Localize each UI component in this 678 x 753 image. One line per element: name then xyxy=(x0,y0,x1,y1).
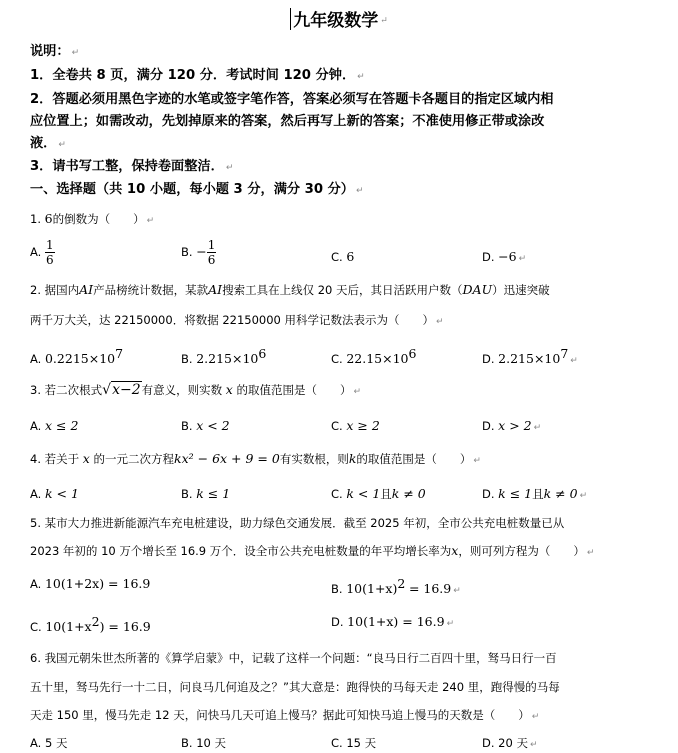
question-6-line-2: 五十里，驽马先行一十二日，问良马几何追及之？”其大意是：跑得快的马每天走 240 里，跑得慢的马每 xyxy=(30,680,560,694)
question-6-line-3: 天走 150 里，慢马先走 12 天，问快马几天可追上慢马？据此可知快马追上慢马的天数是（ ） ↵ xyxy=(30,708,540,722)
question-5-line-2: 2023 年初的 10 万个增长至 16.9 万个．设全市公共充电桩数量的年平均增长率为x，则可列方程为（ ） ↵ xyxy=(30,543,595,558)
q2-option-b[interactable]: B. $2.215\times 10^6$ xyxy=(181,346,267,366)
fraction: $\frac{1}{6}$ xyxy=(207,238,216,267)
square-root: √x−2 xyxy=(102,382,141,398)
q4-option-c[interactable]: C. k < 1且k ≠ 0 xyxy=(331,486,426,501)
question-4: 4. 若关于 x 的一元二次方程kx² − 6x + 9 = 0有实数根，则k的取值范围是（ ） ↵ xyxy=(30,451,481,466)
section-heading: 一、选择题（共 10 小题，每小题 3 分，满分 30 分） ↵ xyxy=(30,182,364,197)
q2-option-a[interactable]: A. $0.2215\times 10^7$ xyxy=(30,346,124,366)
text-cursor xyxy=(290,8,291,30)
instructions-heading: 说明： ↵ xyxy=(30,44,80,59)
instruction-item-3: 3．请书写工整，保持卷面整洁． ↵ xyxy=(30,159,234,174)
fraction: $\frac{1}{6}$ xyxy=(45,238,54,267)
q5-option-b[interactable]: B. $10(1+x)^2 = 16.9$ ↵ xyxy=(331,576,461,596)
q3-option-c[interactable]: C. x ≥ 2 xyxy=(331,418,380,433)
question-5-line-1: 5. 某市大力推进新能源汽车充电桩建设，助力绿色交通发展．截至 2025 年初，全市公共充电桩数量已从 xyxy=(30,516,565,530)
q3-option-d[interactable]: D. x > 2 ↵ xyxy=(482,418,542,433)
q4-option-b[interactable]: B. k ≤ 1 xyxy=(181,486,231,501)
q3-option-a[interactable]: A. x ≤ 2 xyxy=(30,418,79,433)
title-block xyxy=(0,6,678,31)
q2-option-c[interactable]: C. $22.15\times 10^6$ xyxy=(331,346,417,366)
question-1: 1. 6的倒数为（ ） ↵ xyxy=(30,211,155,226)
q1-option-d[interactable]: D. −6 ↵ xyxy=(482,249,527,264)
paragraph-mark-icon: ↵ xyxy=(380,16,388,26)
instruction-item-2-line-2: 应位置上；如需改动，先划掉原来的答案，然后再写上新的答案；不准使用修正带或涂改 xyxy=(30,114,545,129)
page-title: 九年级数学 xyxy=(293,11,379,31)
q1-option-b[interactable]: B. − $\frac{1}{6}$ xyxy=(181,238,216,267)
q4-option-a[interactable]: A. k < 1 xyxy=(30,486,79,501)
q6-option-a[interactable]: A. 5 天 xyxy=(30,736,68,750)
q2-option-d[interactable]: D. $2.215\times 10^7$ ↵ xyxy=(482,346,578,366)
q5-option-a[interactable]: A. 10(1+2x) = 16.9 xyxy=(30,576,151,591)
q3-option-b[interactable]: B. x < 2 xyxy=(181,418,230,433)
question-2-line-2: 两千万大关，达 22150000．将数据 22150000 用科学记数法表示为（ ） ↵ xyxy=(30,313,444,327)
instruction-item-1: 1．全卷共 8 页，满分 120 分．考试时间 120 分钟． ↵ xyxy=(30,68,365,83)
q6-option-c[interactable]: C. 15 天 xyxy=(331,736,377,750)
question-2-line-1: 2. 据国内AI产品榜统计数据，某款AI搜索工具在上线仅 20 天后，其日活跃用户数（DAU）迅速突破 xyxy=(30,282,550,297)
q1-option-a[interactable]: A. $\frac{1}{6}$ xyxy=(30,238,54,267)
instruction-item-2-line-1: 2．答题必须用黑色字迹的水笔或签字笔作答，答案必须写在答题卡各题目的指定区域内相 xyxy=(30,92,554,107)
q4-option-d[interactable]: D. k ≤ 1且k ≠ 0 ↵ xyxy=(482,486,588,501)
q6-option-b[interactable]: B. 10 天 xyxy=(181,736,226,750)
q6-option-d[interactable]: D. 20 天 ↵ xyxy=(482,736,538,750)
q5-option-c[interactable]: C. $10(1+x^2) = 16.9$ xyxy=(30,614,151,634)
question-3: 3. 若二次根式√x−2有意义，则实数 x 的取值范围是（ ） ↵ xyxy=(30,382,362,398)
q1-option-c[interactable]: C. 6 xyxy=(331,249,355,264)
question-6-line-1: 6. 我国元朝朱世杰所著的《算学启蒙》中，记载了这样一个问题：“良马日行二百四十里，驽马日行一百 xyxy=(30,651,557,665)
instruction-item-2-line-3: 液． ↵ xyxy=(30,136,66,151)
q5-option-d[interactable]: D. 10(1+x) = 16.9 ↵ xyxy=(331,614,455,629)
